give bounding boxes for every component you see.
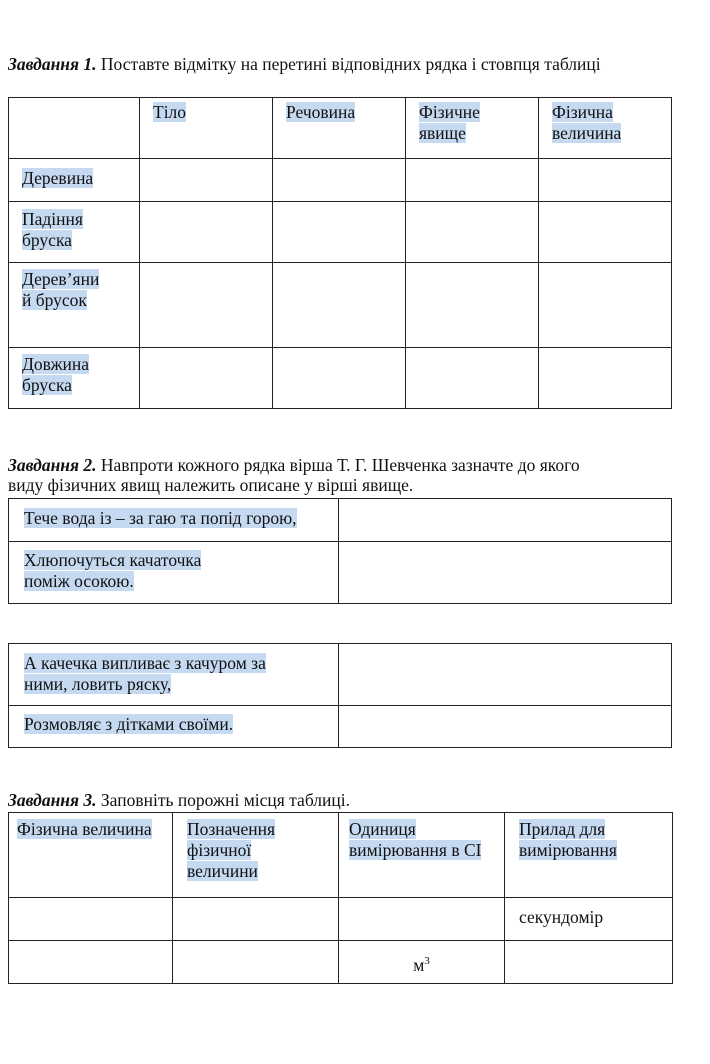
answer-cell[interactable] <box>406 263 539 348</box>
table-header-row <box>9 98 672 159</box>
header-label: Фізична величина <box>552 102 622 143</box>
answer-cell[interactable] <box>273 202 406 263</box>
task1-heading <box>8 54 688 74</box>
answer-cell[interactable] <box>173 941 339 984</box>
answer-cell[interactable] <box>539 159 672 202</box>
row-label-cell <box>9 159 140 202</box>
task1-label: Завдання 1. <box>8 54 97 74</box>
table-row <box>9 941 673 984</box>
row-label-cell <box>9 263 140 348</box>
answer-cell[interactable] <box>539 348 672 409</box>
answer-cell[interactable] <box>140 159 273 202</box>
header-label: Фізична величина <box>17 819 152 839</box>
task2-table-b <box>8 643 672 748</box>
poem-line-cell <box>9 542 339 604</box>
answer-cell[interactable] <box>406 202 539 263</box>
answer-cell[interactable] <box>273 348 406 409</box>
table-row <box>9 706 672 748</box>
header-label: Тіло <box>153 102 187 122</box>
task2-heading <box>8 455 608 495</box>
answer-cell[interactable] <box>273 159 406 202</box>
answer-cell[interactable] <box>539 202 672 263</box>
task1-text: Поставте відмітку на перетині відповідних рядка і стовпця таблиці <box>96 54 601 74</box>
header-label: Одиниця вимірювання в СІ <box>349 819 482 860</box>
answer-cell[interactable] <box>406 159 539 202</box>
header-label: Позначення фізичної величини <box>187 819 276 881</box>
row-label: Падіння бруска <box>22 209 83 250</box>
table-row <box>9 499 672 542</box>
header-cell <box>339 813 505 898</box>
table-header-row <box>9 813 673 898</box>
device-value: секундомір <box>519 907 604 927</box>
poem-line: А качечка випливає з качуром за ними, ловить ряску, <box>24 653 266 694</box>
answer-cell[interactable] <box>339 644 672 706</box>
header-cell <box>505 813 673 898</box>
answer-cell[interactable] <box>140 263 273 348</box>
task3-label: Завдання 3. <box>8 790 97 810</box>
answer-cell[interactable] <box>505 941 673 984</box>
answer-cell[interactable] <box>339 706 672 748</box>
header-label: Прилад для вимірювання <box>519 819 617 860</box>
answer-cell[interactable] <box>339 898 505 941</box>
poem-line: Тече вода із – за гаю та попід горою, <box>24 508 297 528</box>
answer-cell[interactable] <box>140 202 273 263</box>
header-cell <box>9 813 173 898</box>
task1-table <box>8 97 672 409</box>
task2-text: Навпроти кожного рядка вірша Т. Г. Шевченка зазначте до якого виду фізичних явищ належить описане у вірші явище. <box>8 455 580 495</box>
task3-table <box>8 812 673 984</box>
unit-value: м <box>413 954 425 975</box>
answer-cell[interactable] <box>273 263 406 348</box>
header-cell <box>406 98 539 159</box>
task3-text: Заповніть порожні місця таблиці. <box>96 790 350 810</box>
answer-cell[interactable] <box>339 499 672 542</box>
header-cell <box>173 813 339 898</box>
poem-line-cell <box>9 644 339 706</box>
table-row <box>9 644 672 706</box>
answer-cell[interactable] <box>9 898 173 941</box>
poem-line: Розмовляє з дітками своїми. <box>24 714 234 734</box>
table-row <box>9 898 673 941</box>
answer-cell[interactable] <box>406 348 539 409</box>
table-row <box>9 348 672 409</box>
row-label: Дерев’яний брусок <box>22 269 100 310</box>
table-row <box>9 202 672 263</box>
header-cell <box>273 98 406 159</box>
row-label: Деревина <box>22 168 94 188</box>
table-row <box>9 263 672 348</box>
poem-line-cell <box>9 499 339 542</box>
task2-table-a <box>8 498 672 604</box>
answer-cell[interactable] <box>339 542 672 604</box>
answer-cell[interactable] <box>173 898 339 941</box>
answer-cell[interactable] <box>9 941 173 984</box>
header-cell <box>140 98 273 159</box>
header-label: Речовина <box>286 102 356 122</box>
header-empty-cell <box>9 98 140 159</box>
table-row <box>9 542 672 604</box>
header-label: Фізичне явище <box>419 102 480 143</box>
task2-label: Завдання 2. <box>8 455 97 475</box>
device-cell <box>505 898 673 941</box>
row-label-cell <box>9 348 140 409</box>
table-row <box>9 159 672 202</box>
row-label-cell <box>9 202 140 263</box>
unit-power: 3 <box>424 955 430 967</box>
row-label: Довжина бруска <box>22 354 90 395</box>
poem-line: Хлюпочуться качаточка поміж осокою. <box>24 550 202 591</box>
poem-line-cell <box>9 706 339 748</box>
unit-cell <box>339 941 505 984</box>
answer-cell[interactable] <box>539 263 672 348</box>
task3-heading <box>8 790 688 810</box>
answer-cell[interactable] <box>140 348 273 409</box>
header-cell <box>539 98 672 159</box>
